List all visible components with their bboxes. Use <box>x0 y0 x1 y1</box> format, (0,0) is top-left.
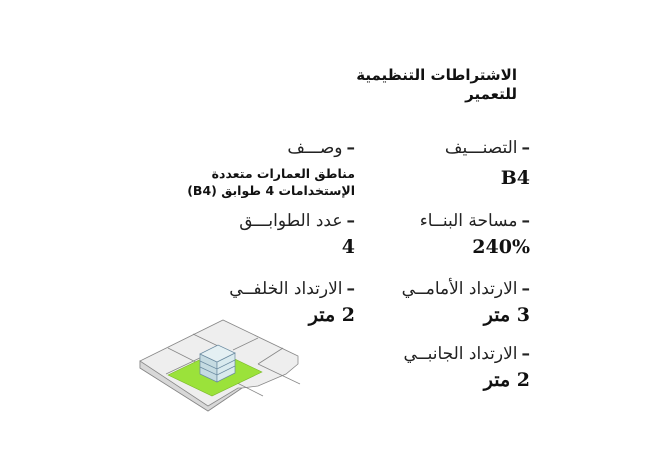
dash: – <box>521 138 530 158</box>
classification-value: B4 <box>500 167 530 189</box>
floors-value: 4 <box>341 236 355 258</box>
classification-label <box>445 138 530 158</box>
side-setback-label <box>403 344 530 364</box>
title-line-2: للتعمير <box>465 85 517 103</box>
label-text: عدد الطوابـــق <box>239 211 343 231</box>
dash: – <box>346 279 355 299</box>
dash: – <box>521 279 530 299</box>
label-text: التصنـــيف <box>444 138 518 158</box>
description-value <box>187 165 355 199</box>
plot-isometric-illustration <box>138 316 323 426</box>
building-area-value: 240% <box>472 236 530 258</box>
dash: – <box>346 211 355 231</box>
page-title <box>356 66 517 104</box>
front-setback-label <box>402 279 530 299</box>
dash: – <box>346 138 355 158</box>
description-line: الإستخدامات 4 طوابق (B4) <box>187 183 355 198</box>
label-text: الارتداد الأمامــي <box>401 279 518 299</box>
title-line-1: الاشتراطات التنظيمية <box>356 66 517 84</box>
rear-setback-label <box>229 279 355 299</box>
description-line: مناطق العمارات متعددة <box>211 166 355 181</box>
building-area-label <box>420 211 530 231</box>
dash: – <box>521 344 530 364</box>
rear-setback-value: 2 متر <box>308 304 355 326</box>
label-text: الارتداد الخلفــي <box>229 279 343 299</box>
side-setback-value: 2 متر <box>483 369 530 391</box>
front-setback-value: 3 متر <box>483 304 530 326</box>
label-text: الارتداد الجانبــي <box>403 344 518 364</box>
label-text: وصـــف <box>287 138 343 158</box>
floors-label <box>239 211 355 231</box>
label-text: مساحة البنــاء <box>419 211 518 231</box>
description-label <box>287 138 355 158</box>
dash: – <box>521 211 530 231</box>
